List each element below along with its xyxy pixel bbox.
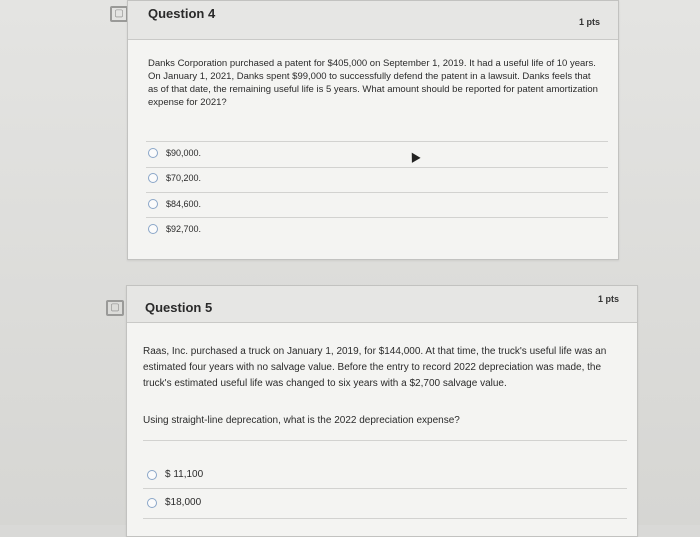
option-divider <box>146 167 608 168</box>
option-label: $90,000. <box>166 148 202 158</box>
question-4-title: Question 4 <box>148 6 216 21</box>
question-4-card <box>127 0 619 260</box>
question-5-option-2[interactable] <box>147 497 201 508</box>
option-divider <box>146 192 608 193</box>
question-5-points: 1 pts <box>597 294 619 304</box>
option-label: $84,600. <box>166 199 202 209</box>
question-5-text: Raas, Inc. purchased a truck on January 1, 2019, for $144,000. At that time, the truck's useful life was an estimated four years with no salvage value. Before the entry to record 2022 depreciation was made, the truck's estimated useful life was changed to six years with a $2,700 salvage value. <box>143 346 607 389</box>
radio-button[interactable] <box>148 148 158 158</box>
option-divider <box>143 488 627 489</box>
option-divider <box>146 217 608 218</box>
radio-button[interactable] <box>147 470 157 480</box>
question-4-text: Danks Corporation purchased a patent for $405,000 on September 1, 2019. It had a useful life of 10 years. On January 1, 2021, Danks spent $99,000 to successfully defend the patent in a lawsuit. Danks feels that as of that date, the remaining useful life is 5 years. What amount should be reported for patent amortization expense for 2021? <box>148 58 598 108</box>
radio-button[interactable] <box>147 498 157 508</box>
radio-button[interactable] <box>148 224 158 234</box>
option-label: $ 11,100 <box>165 469 204 480</box>
option-label: $92,700. <box>166 224 202 234</box>
flag-question-4-icon[interactable]: ▢ <box>110 6 128 22</box>
question-5-card <box>126 285 638 537</box>
question-4-divider <box>146 141 608 142</box>
flag-question-5-icon[interactable]: ▢ <box>106 300 124 316</box>
radio-button[interactable] <box>148 173 158 183</box>
question-5-prompt: Using straight-line deprecation, what is the 2022 depreciation expense? <box>143 415 460 426</box>
radio-button[interactable] <box>148 199 158 209</box>
option-label: $18,000 <box>165 497 202 508</box>
question-4-option-3[interactable] <box>148 199 201 209</box>
question-4-option-2[interactable] <box>148 173 201 183</box>
question-4-option-4[interactable] <box>148 224 201 234</box>
question-4-points: 1 pts <box>578 17 600 27</box>
option-divider <box>143 518 627 519</box>
question-5-option-1[interactable] <box>147 469 203 480</box>
question-5-divider <box>143 440 627 441</box>
question-5-title: Question 5 <box>145 300 213 315</box>
question-4-option-1[interactable] <box>148 148 201 158</box>
option-label: $70,200. <box>166 173 202 183</box>
